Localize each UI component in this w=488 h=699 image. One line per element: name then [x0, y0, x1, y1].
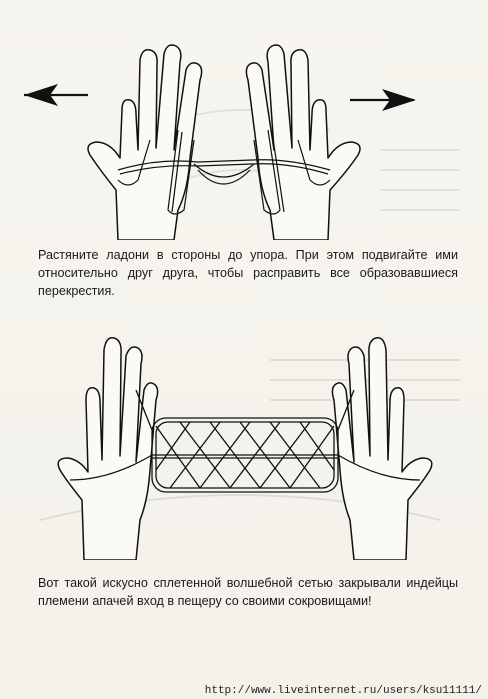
illustration-hands-stretching — [18, 40, 470, 240]
watermark-url[interactable]: http://www.liveinternet.ru/users/ksu11111/ — [204, 685, 482, 697]
left-hand — [88, 45, 202, 240]
arrow-right-icon — [350, 89, 416, 111]
illustration-finished-net — [40, 330, 450, 560]
arrow-left-icon — [24, 84, 88, 106]
left-hand — [58, 338, 157, 560]
right-hand — [246, 45, 360, 240]
caption-stretch-instruction: Растяните ладони в стороны до упора. При этом подвигайте ими относительно друг друга, чтобы расправить все образовавшиеся перекрестия. — [38, 248, 458, 298]
caption-apache-net: Вот такой искусно сплетенной волшебной сетью закрывали индейцы племени апачей вход в пещеру со своими сокровищами! — [38, 576, 458, 608]
right-hand — [332, 338, 431, 560]
